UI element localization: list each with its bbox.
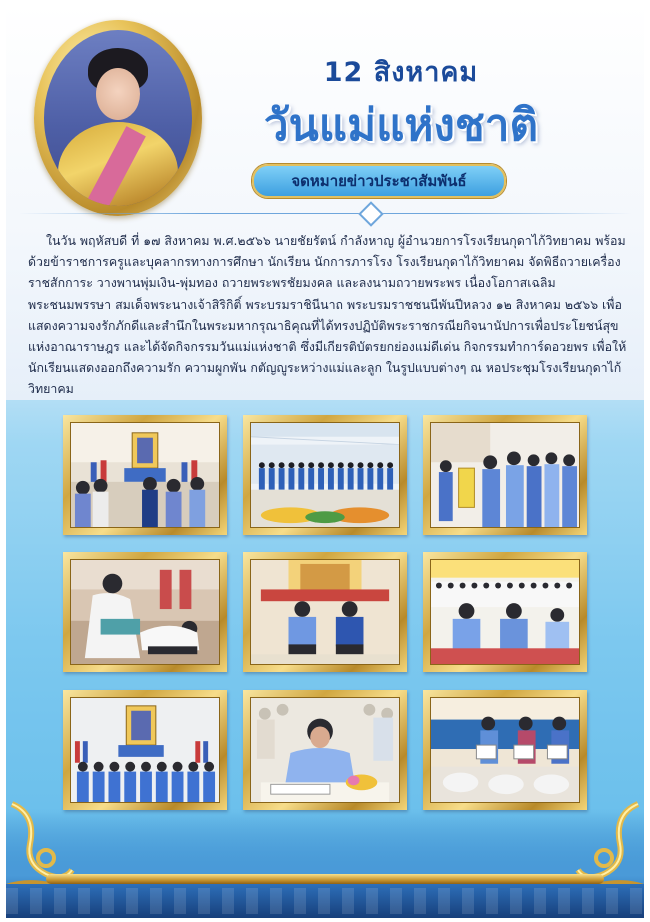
royal-portrait-frame [34,20,202,216]
assembly-hall-image [251,423,399,527]
photo-assembly-hall [243,415,407,535]
portrait-face [96,68,140,120]
divider-ornament-icon [358,201,383,226]
teachers-standing-image [431,423,579,527]
photo-audience-seated [423,552,587,672]
photo-ceremony-altar [63,415,227,535]
newsletter-badge: จดหมายข่าวประชาสัมพันธ์ [252,164,506,198]
photo-group-at-portrait [63,690,227,810]
header-panel [6,4,644,400]
gold-rail [46,874,604,884]
signing-book-image [251,698,399,802]
certificates-image [431,698,579,802]
photo-certificates-presentation [423,690,587,810]
thai-pattern-texture [6,888,644,914]
audience-seated-image [431,560,579,664]
photo-teachers-standing [423,415,587,535]
photo-signing-book [243,690,407,810]
section-divider [18,213,632,214]
photo-student-bowing-to-mother [63,552,227,672]
group-portrait-image [71,698,219,802]
newsletter-page [6,4,644,918]
student-bowing-image [71,560,219,664]
ceremony-altar-image [71,423,219,527]
officials-seated-image [251,560,399,664]
royal-portrait [44,30,192,206]
photo-two-officials-seated [243,552,407,672]
date-title: 12 สิงหาคม [323,57,479,88]
main-title: วันแม่แห่งชาติ [263,100,539,151]
article-body: ในวัน พฤหัสบดี ที่ ๑๗ สิงหาคม พ.ศ.๒๕๖๖ นายชัยรัตน์ กำลังหาญ ผู้อำนวยการโรงเรียนกุดาไก้วิทยาคม พร้อมด้วยข้าราชการครูและบุคลากรทางการศึกษา นักเรียน นักการภารโรง โรงเรียนกุดาไก้วิทยาคม จัดพิธีถวายเครื่องราชสักการะ วางพานพุ่มเงิน-พุ่มทอง ถวายพระพรชัยมงคล และลงนามถวายพระพร เนื่องโอกาสเฉลิมพระชนมพรรษา สมเด็จพระนางเจ้าสิริกิติ์ พระบรมราชินีนาถ พระบรมราชชนนีพันปีหลวง ๑๒ สิงหาคม ๒๕๖๖ เพื่อแสดงความจงรักภักดีและสำนึกในพระมหากรุณาธิคุณที่ได้ทรงปฏิบัติพระราชกรณียกิจนานัปการเพื่อประโยชน์สุขแห่งอาณาราษฎร และได้จัดกิจกรรมวันแม่แห่งชาติ ซึ่งมีเกียรติบัตรยกย่องแม่ดีเด่น กิจกรรมทำการ์ดอวยพร เพื่อให้นักเรียนแสดงออกถึงความรัก ความผูกพัน กตัญญูระหว่างแม่และลูก ในรูปแบบต่างๆ ณ หอประชุมโรงเรียนกุดาไก้วิทยาคม [28,233,627,397]
